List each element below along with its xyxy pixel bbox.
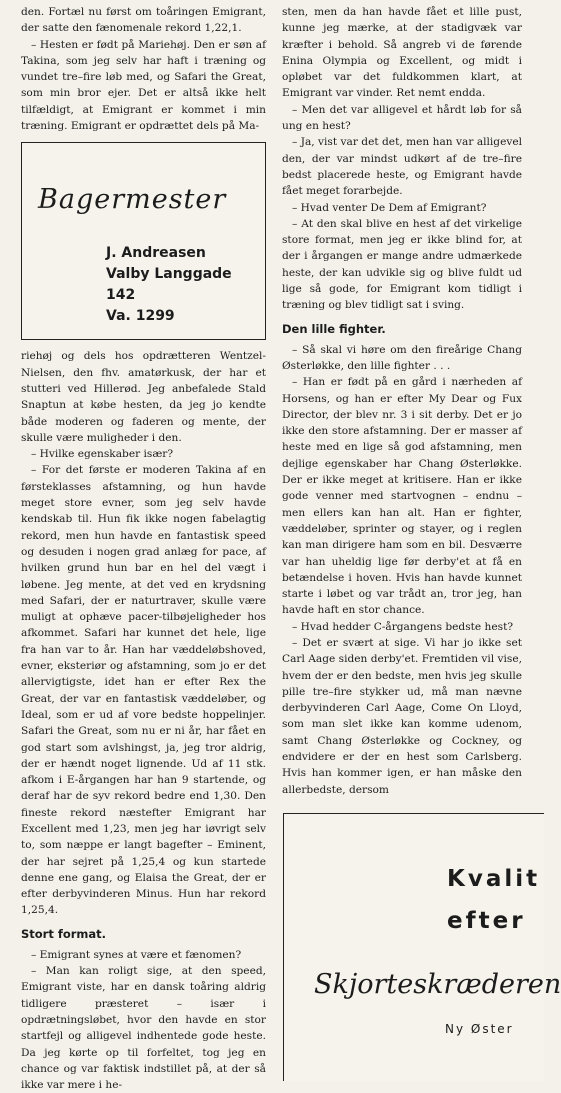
bagermester-advertisement — [21, 142, 266, 340]
ad-name: J. Andreasen — [106, 245, 206, 262]
article-paragraph: – Så skal vi høre om den fireårige Chang Østerløkke, den lille fighter . . . — [282, 343, 522, 372]
article-paragraph: – At den skal blive en hest af det virkelige store format, men jeg er ikke blind for, at der i årgangen er mange andre udmærkede heste, der kan udvikle sig og blive fuldt ud lige så gode, for Emigrant kom tidligt i træning og blev tidligt sat i sving. — [282, 217, 522, 312]
section-heading: Den lille fighter. — [282, 321, 386, 336]
right-column — [282, 4, 522, 798]
left-column — [21, 4, 266, 1093]
article-paragraph: – Ja, vist var det det, men han var alligevel den, der var mindst udkørt af de tre–fire bedst placerede heste, og Emigrant havde fået meget forarbejde. — [282, 136, 522, 198]
article-paragraph: – For det første er moderen Takina af en førsteklasses afstamning, og hun havde meget store evner, som jeg selv havde kendskab til. Hun fik ikke nogen fabelagtig rekord, men hun havde en fantastisk speed og desuden i nogen grad anlæg for pace, af hvilken grund hun bar en hel del vægt i løbene. Jeg mente, at det ved en krydsning med Safari, der er naturtraver, skulle være muligt at ophæve pacer-tilbøjeligheder hos afkommet. Safari har kunnet det hele, lige fra han var to år. Han har væddeløbshoved, evner, eksteriør og afstamning, som jo er det allervigtigste, idet han er efter Rex the Great, der var en fantastisk væddeløber, og Ideal, som er ud af vore bedste hoppelinjer. Safari the Great, som nu er ni år, har fået en god start som avlshingst, ja, jeg tror aldrig, der er hændt noget lignende. Ud af 11 stk. afkom i E-årgangen har han 9 startende, og deraf har de syv rekord bedre end 1,30. Den fineste rekord næstefter Emigrant har Excellent med 1,23, men jeg har iøvrigt selv to, som næppe er langt bagefter – Eminent, der har sejret på 1,25,4 og kun startede denne ene gang, og Elaisa the Great, der er efter derbyvinderen Minus. Hun har rekord 1,25,4. — [21, 464, 266, 917]
article-paragraph: riehøj og dels hos opdrætteren Wentzel-Nielsen, den fhv. amatørkusk, der har et stutteri ved Hillerød. Jeg anbefalede Stald Snaptun at købe hesten, da jeg jo kendte både moderen og faderen og mente, der skulle være muligheder i den. — [21, 350, 266, 444]
ad-title: Bagermester — [38, 184, 227, 216]
skjorteskraederen-advertisement — [283, 813, 561, 1081]
article-paragraph: – Hvilke egenskaber især? — [31, 448, 174, 461]
article-paragraph: – Det er svært at sige. Vi har jo ikke set Carl Aage siden derby'et. Fremtiden vil vise, hvem der er den bedste, men hvis jeg skulle pille tre–fire stykker ud, må man nævne derbyvinderen Carl Aage, Come On Lloyd, som man slet ikke kan komme udenom, samt Chang Østerløkke og Cockney, og endvidere er der en hest som Carlsberg. Hvis han kommer igen, er han måske den allerbedste, dersom — [282, 636, 522, 796]
ad-phone: Va. 1299 — [106, 308, 175, 325]
article-paragraph: – Hvad hedder C-årgangens bedste hest? — [292, 620, 513, 633]
section-heading: Stort format. — [21, 926, 107, 941]
article-paragraph: sten, men da han havde fået et lille pust, kunne jeg mærke, at der stadigvæk var kræfter i behold. Så angreb vi de førende Enina Olympia og Excellent, og midt i opløbet var det fuldkommen klart, at Emigrant var vinder. Ret nemt endda. — [282, 6, 522, 100]
article-paragraph: – Hesten er født på Mariehøj. Den er søn af Takina, som jeg selv har haft i træning og vundet tre–fire løb med, og Safari the Great, som min bror ejer. Det er altså ikke helt tilfældigt, at Emigrant er kommet i min træning. Emigrant er opdrættet dels på Ma- — [21, 38, 266, 133]
ad-headline-line2: efter — [447, 908, 526, 934]
article-paragraph: – Men det var alligevel et hårdt løb for så ung en hest? — [282, 103, 522, 133]
ad-headline-line1: Kvalit — [447, 866, 541, 892]
ad-address: Ny Øster — [445, 1022, 514, 1036]
ad-contact — [106, 243, 265, 327]
article-paragraph: – Man kan roligt sige, at den speed, Emigrant viste, har en dansk toåring aldrig tidligere præsteret – især i opdrætningsløbet, hvor den havde en stor startfejl og alligevel indhentede gode heste. Da jeg kørte op til forfeltet, tog jeg en chance og var faktisk indstillet på, at der så ikke var mere i he- — [21, 965, 266, 1092]
ad-business-name: Skjorteskræderen — [314, 969, 561, 1000]
ad-address: Valby Langgade 142 — [106, 266, 232, 304]
article-paragraph: – Han er født på en gård i nærheden af Horsens, og han er efter My Dear og Fux Director, der blev nr. 3 i sit derby. Det er jo ikke den store afstamning. Der er masser af heste med en lige så god afstamning, men dejlige egenskaber har Chang Østerløkke. Der er ikke meget at kritisere. Han er ikke gode venner med startvognen – endnu – men ellers kan han alt. Han er fighter, væddeløber, sprinter og stayer, og i reglen kan man dirigere ham som en bil. Desværre var han uheldig lige før derby'et at få en betændelse i hoven. Hvis han havde kunnet starte i løbet og var trådt an, tror jeg, han havde haft en stor chance. — [282, 376, 522, 617]
article-paragraph: den. Fortæl nu først om toåringen Emigrant, der satte den fænomenale rekord 1,22,1. — [21, 6, 266, 35]
article-paragraph: – Hvad venter De Dem af Emigrant? — [292, 201, 487, 214]
article-paragraph: – Emigrant synes at være et fænomen? — [31, 948, 242, 961]
